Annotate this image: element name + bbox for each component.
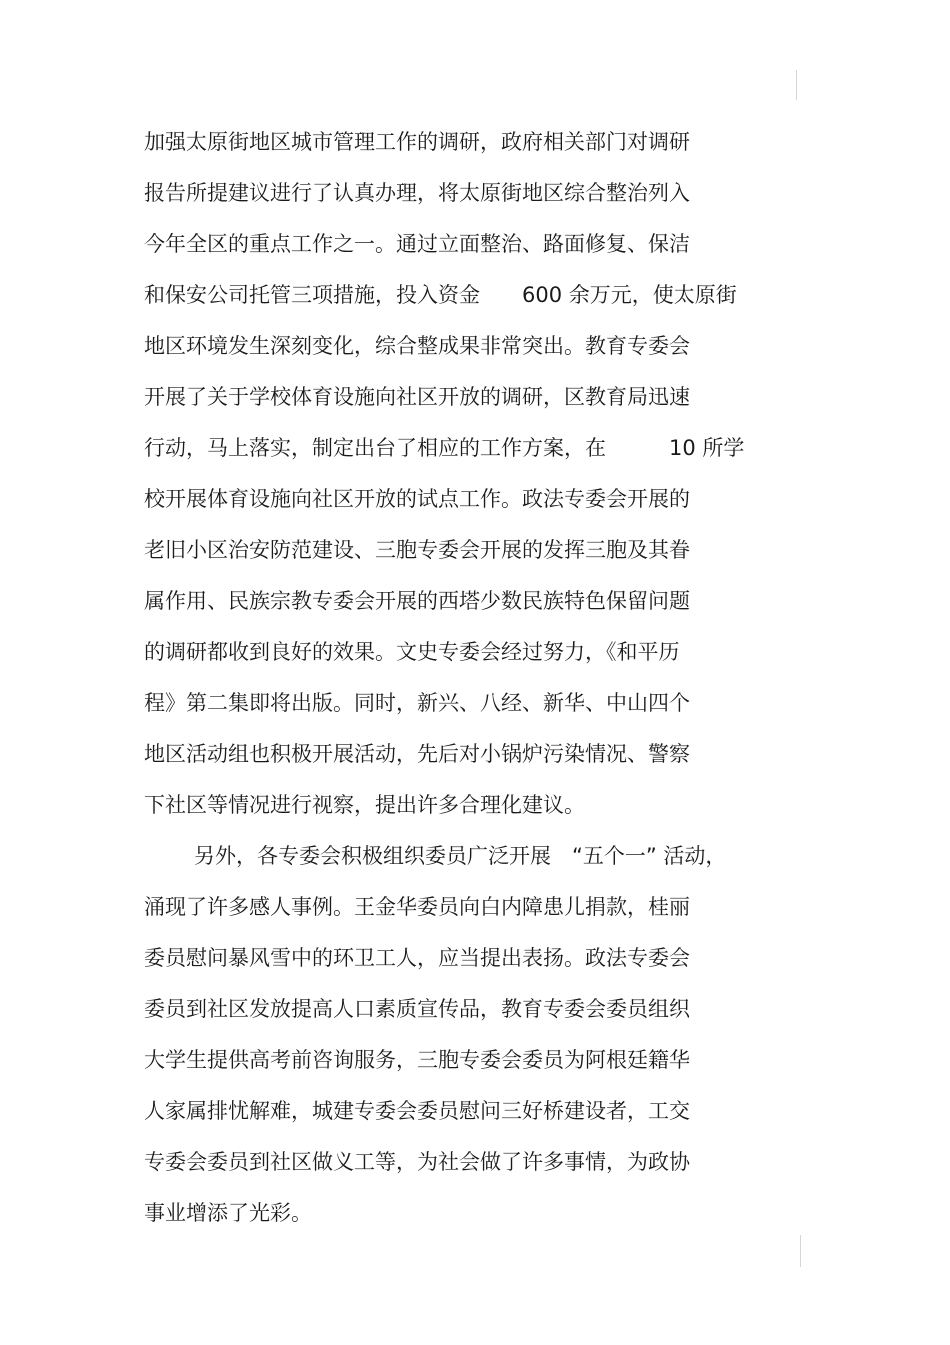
text-line: 下社区等情况进行视察，提出许多合理化建议。 (144, 793, 585, 817)
text-line: 人家属排忧解难，城建专委会委员慰问三好桥建设者，工交 (144, 1099, 690, 1123)
text-line: 委员到社区发放提高人口素质宣传品，教育专委会委员组织 (144, 997, 690, 1021)
text-line: 报告所提建议进行了认真办理，将太原街地区综合整治列入 (144, 181, 690, 205)
text-line: 程》第二集即将出版。同时，新兴、八经、新华、中山四个 (144, 691, 690, 715)
text-line: 加强太原街地区城市管理工作的调研，政府相关部门对调研 (144, 130, 690, 154)
page-corner-mark-top (796, 70, 797, 100)
paragraph-first-line: 另外，各专委会积极组织委员广泛开展 “五个一” 活动， (194, 844, 727, 868)
text-line: 的调研都收到良好的效果。文史专委会经过努力，《和平历 (144, 640, 680, 664)
text-line: 今年全区的重点工作之一。通过立面整治、路面修复、保洁 (144, 232, 690, 256)
text-line: 开展了关于学校体育设施向社区开放的调研，区教育局迅速 (144, 385, 690, 409)
text-line: 委员慰问暴风雪中的环卫工人，应当提出表扬。政法专委会 (144, 946, 690, 970)
page-corner-mark-bottom (800, 1235, 801, 1267)
text-line: 涌现了许多感人事例。王金华委员向白内障患儿捐款，桂丽 (144, 895, 690, 919)
text-line: 属作用、民族宗教专委会开展的西塔少数民族特色保留问题 (144, 589, 690, 613)
text-line: 地区活动组也积极开展活动，先后对小锅炉污染情况、警察 (144, 742, 690, 766)
text-line: 事业增添了光彩。 (144, 1201, 312, 1225)
text-line: 大学生提供高考前咨询服务，三胞专委会委员为阿根廷籍华 (144, 1048, 690, 1072)
text-line: 和保安公司托管三项措施，投入资金 600 余万元，使太原街 (144, 283, 737, 307)
text-line: 地区环境发生深刻变化，综合整成果非常突出。教育专委会 (144, 334, 690, 358)
text-line: 校开展体育设施向社区开放的试点工作。政法专委会开展的 (144, 487, 690, 511)
text-line: 行动，马上落实，制定出台了相应的工作方案，在 10 所学 (144, 436, 745, 460)
text-line: 专委会委员到社区做义工等，为社会做了许多事情，为政协 (144, 1150, 690, 1174)
text-line: 老旧小区治安防范建设、三胞专委会开展的发挥三胞及其眷 (144, 538, 690, 562)
